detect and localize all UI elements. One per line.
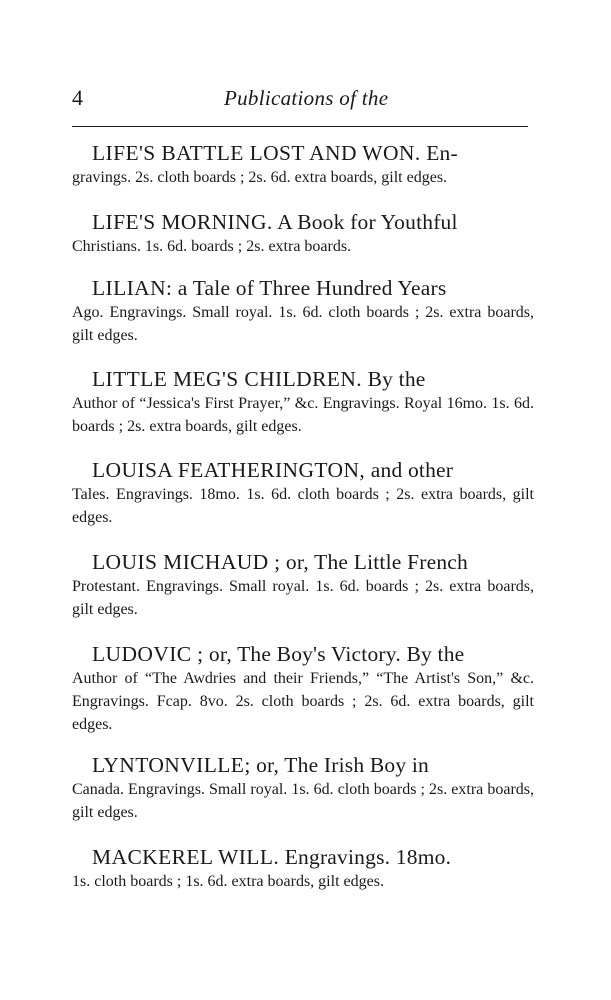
entry-heading-line [72, 366, 534, 392]
entry-description: gravings. 2s. cloth boards ; 2s. 6d. extra boards, gilt edges. [72, 169, 448, 186]
entry-heading-rest: By the [362, 367, 426, 391]
entry-description: Christians. 1s. 6d. boards ; 2s. extra boards. [72, 238, 352, 255]
entry-heading-line [72, 209, 534, 235]
catalogue-entry [72, 140, 534, 189]
entry-title: LOUIS MICHAUD [92, 550, 269, 574]
entry-heading-rest: ; or, The Irish Boy in [244, 753, 430, 777]
entry-heading-line [72, 140, 534, 166]
entry-title: LOUISA FEATHERINGTON, [92, 458, 366, 482]
catalogue-entry [72, 457, 534, 529]
entry-description: Protestant. Engravings. Small royal. 1s. 6d. boards ; 2s. extra boards, gilt edges. [72, 578, 534, 618]
entry-heading-rest: En- [420, 141, 458, 165]
entry-title: LIFE'S BATTLE LOST AND WON. [92, 141, 421, 165]
entry-heading-rest: A Book for Youthful [272, 210, 458, 234]
entry-heading-line [72, 549, 534, 575]
entry-description: Author of “Jessica's First Prayer,” &c. Engravings. Royal 16mo. 1s. 6d. boards ; 2s. extra boards, gilt edges. [72, 395, 534, 435]
catalogue-entry [72, 752, 534, 824]
entry-heading-rest: : a Tale of Three Hundred Years [166, 276, 447, 300]
entry-heading-line [72, 844, 534, 870]
entry-heading-line [72, 457, 534, 483]
header-rule [72, 126, 528, 127]
entry-heading-rest: ; or, The Boy's Victory. By the [191, 642, 465, 666]
catalogue-entries [72, 140, 534, 893]
entry-title: LITTLE MEG'S CHILDREN. [92, 367, 363, 391]
entry-title: LUDOVIC [92, 642, 192, 666]
catalogue-entry [72, 209, 534, 258]
entry-heading-rest: and other [365, 458, 454, 482]
catalogue-entry [72, 641, 534, 736]
catalogue-entry [72, 549, 534, 621]
catalogue-entry [72, 275, 534, 347]
running-title: Publications of the [224, 86, 389, 110]
entry-title: MACKEREL WILL. [92, 845, 280, 869]
catalogue-entry [72, 366, 534, 438]
catalogue-entry [72, 844, 534, 893]
page-header [72, 84, 530, 114]
entry-description: Ago. Engravings. Small royal. 1s. 6d. cloth boards ; 2s. extra boards, gilt edges. [72, 304, 534, 344]
entry-heading-line [72, 641, 534, 667]
entry-title: LIFE'S MORNING. [92, 210, 273, 234]
entry-description: 1s. cloth boards ; 1s. 6d. extra boards, gilt edges. [72, 873, 384, 890]
entry-description: Author of “The Awdries and their Friends,” “The Artist's Son,” &c. Engravings. Fcap. 8vo. 2s. cloth boards ; 2s. 6d. extra boards, gilt edges. [72, 670, 534, 733]
entry-title: LILIAN [92, 276, 167, 300]
page-number: 4 [72, 85, 83, 110]
entry-heading-line [72, 275, 534, 301]
entry-description: Canada. Engravings. Small royal. 1s. 6d. cloth boards ; 2s. extra boards, gilt edges. [72, 781, 534, 821]
entry-heading-rest: Engravings. 18mo. [279, 845, 452, 869]
entry-heading-rest: ; or, The Little French [268, 550, 468, 574]
entry-heading-line [72, 752, 534, 778]
entry-description: Tales. Engravings. 18mo. 1s. 6d. cloth boards ; 2s. extra boards, gilt edges. [72, 486, 534, 526]
entry-title: LYNTONVILLE [92, 753, 245, 777]
